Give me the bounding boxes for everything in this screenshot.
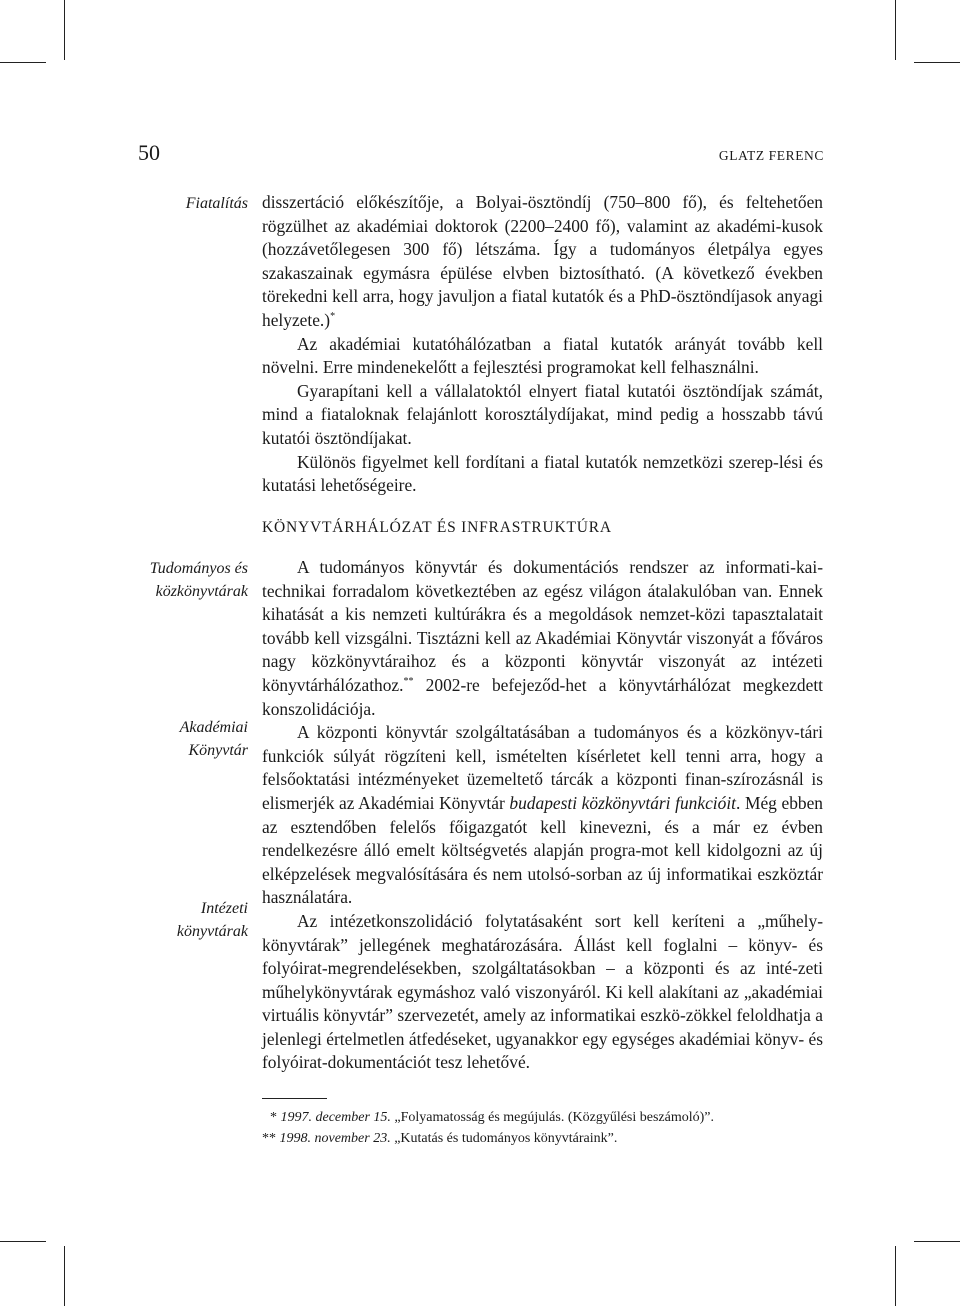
margin-note-akademiai: Akadémiai Könyvtár — [179, 719, 248, 759]
footnote-reference: * — [330, 311, 336, 323]
paragraph: Az intézetkonszolidáció folytatásaként sort kell keríteni a „műhely-könyvtárak” jellegének meghatározására. Állást kell foglalni – könyv- és folyóirat-megrendelésekben, szolgáltatásokban – a központi és az inté-zeti műhelykönyvtárak egymáshoz való viszonyáról. Ki kell alakítani az „akadémiai virtuális könyvtár” szervezetét, amely az informatikai eszkö-zökkel feloldhatja a jelenlegi értelmetlen átfedéseket, ugyanakkor egy egységes akadémiai könyv- és folyóirat-dokumentációt tesz lehetővé. — [262, 910, 823, 1073]
crop-mark — [0, 1241, 46, 1242]
crop-mark — [914, 1241, 960, 1242]
page-header — [138, 140, 824, 174]
page-number: 50 — [138, 140, 160, 165]
crop-mark — [64, 1246, 65, 1306]
margin-note-fiatalitas: Fiatalítás — [185, 195, 248, 212]
crop-mark — [0, 62, 46, 63]
footnotes — [262, 1107, 823, 1149]
footnote-reference: ** — [403, 676, 414, 688]
paragraph: Az akadémiai kutatóhálózatban a fiatal kutatók arányát tovább kell növelni. Erre mindenekelőtt a fejlesztési programokat kell felhasználni. — [262, 333, 823, 378]
paragraph: A tudományos könyvtár és dokumentációs rendszer az informati-kai-technikai forradalom következtében az egész világon átalakulóban van. Ennek kihatását a kis nemzeti kultúrákra és a megoldások nemzet-közi tapasztalatait tovább kell vizsgálni. Tisztázni kell az Akadémiai Könyvtár viszonyát a főváros nagy közkönyvtáraihoz és a központi könyvtár viszonyát az intézeti könyvtárhálózathoz.** 2002-re befejeződ-het a könyvtárhálózat megkezdett konszolidációja. — [262, 557, 823, 719]
section-2-body — [262, 556, 823, 1075]
emphasis: budapesti közkönyvtári funkcióit — [509, 792, 736, 813]
running-head: GLATZ FERENC — [718, 148, 824, 163]
footnote: * 1997. december 15. „Folyamatosság és megújulás. (Közgyűlési beszámoló)”. — [270, 1110, 715, 1125]
crop-mark — [895, 1246, 896, 1306]
paragraph: Gyarapítani kell a vállalatoktól elnyert fiatal kutatói ösztöndíjak számát, mind a fiataloknak felajánlott korosztálydíjakat, mind pedig a hosszabb távú kutatói ösztöndíjakat. — [262, 380, 823, 448]
section-heading: KÖNYVTÁRHÁLÓZAT ÉS INFRASTRUKTÚRA — [262, 519, 612, 536]
footnote-rule — [262, 1098, 327, 1099]
section-1-body — [262, 191, 823, 498]
paragraph: Különös figyelmet kell fordítani a fiatal kutatók nemzetközi szerep-lési és kutatási lehetőségeire. — [262, 451, 823, 496]
crop-mark — [914, 62, 960, 63]
margin-note-intezeti: Intézeti könyvtárak — [176, 900, 248, 940]
crop-mark — [64, 0, 65, 60]
crop-mark — [895, 0, 896, 60]
margin-note-tudomanyos: Tudományos és közkönyvtárak — [149, 560, 248, 600]
footnote: ** 1998. november 23. „Kutatás és tudományos könyvtáraink”. — [262, 1131, 618, 1146]
paragraph: disszertáció előkészítője, a Bolyai-ösztöndíj (750–800 fő), és feltehetően rögzülhet az akadémiai doktorok (2200–2400 fő), valamint az akadémi-kusok (hozzávetőlegesen 300 fő) létszáma. Így a tudományos életpálya egyes szakaszainak egymásra épülése elvben biztosítható. (A következő években törekedni kell arra, hogy javuljon a fiatal kutatók és a PhD-ösztöndíjasok anyagi helyzete.)* — [262, 192, 823, 330]
paragraph: A központi könyvtár szolgáltatásában a tudományos és a közkönyv-tári funkciók súlyát rögzíteni kell, ismételten kísérletet kell tenni arra, hogy a felsőoktatási intézményeket üzemeltető tárcák a központi finan-szírozásnál is elismerjék az Akadémiai Könyvtár budapesti közkönyvtári funkcióit. Még ebben az esztendőben felelős főigazgatót kell kinevezni, és a már ez évben rendelkezésre álló emelt költségvetés alapján progra-mot kell kidolgozni az új elképzelések megvalósítására és nem utolsó-sorban az új informatikai eszköztár használatára. — [262, 722, 824, 908]
